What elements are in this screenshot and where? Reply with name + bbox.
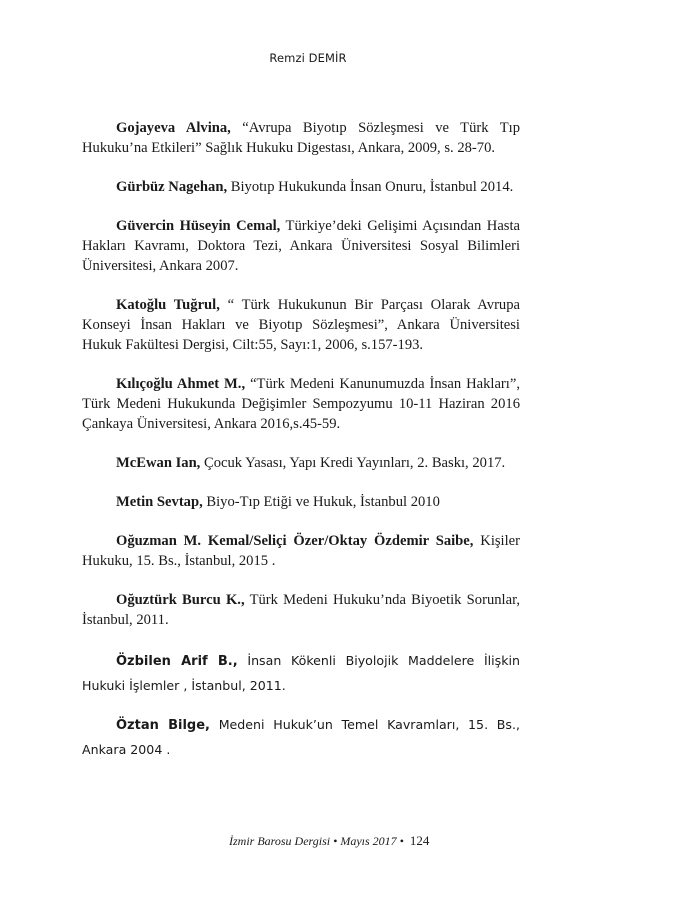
journal-name: İzmir Barosu Dergisi • Mayıs 2017 • [229, 834, 404, 848]
bibliography-entry [82, 118, 520, 158]
entry-text: Çocuk Yasası, Yapı Kredi Yayınları, 2. Baskı, 2017. [200, 455, 506, 471]
bibliography-entry [82, 374, 520, 434]
entry-author: Güvercin Hüseyin Cemal, [116, 218, 281, 234]
entry-author: Katoğlu Tuğrul, [116, 297, 220, 313]
entry-text: “ Türk Hukukunun Bir Parçası Olarak Avrupa Konseyi İnsan Hakları ve Biyotıp Sözleşmesi”, Ankara Üniversitesi Hukuk Fakültesi Dergisi, Cilt:55, Sayı:1, 2006, s.157-193. [82, 297, 520, 353]
bibliography-entry [82, 531, 520, 571]
entry-text: Kişiler Hukuku, 15. Bs., İstanbul, 2015 . [82, 533, 521, 569]
entry-text: İnsan Kökenli Biyolojik Maddelere İlişkin Hukuki İşlemler , İstanbul, 2011. [82, 653, 520, 693]
bibliography-list [82, 118, 520, 777]
bibliography-entry [82, 713, 520, 762]
entry-author: McEwan Ian, [116, 455, 201, 471]
page-footer [229, 833, 429, 849]
entry-text: “Türk Medeni Kanunumuzda İnsan Hakları”, Türk Medeni Hukukunda Değişimler Sempozyumu 10-11 Haziran 2016 Çankaya Üniversitesi, Ankara 2016,s.45-59. [82, 376, 520, 432]
running-head: Remzi DEMİR [269, 51, 347, 65]
entry-text: Türkiye’deki Gelişimi Açısından Hasta Hakları Kavramı, Doktora Tezi, Ankara Üniversitesi Sosyal Bilimleri Üniversitesi, Ankara 2007. [82, 218, 521, 274]
entry-author: Oğuztürk Burcu K., [116, 592, 245, 608]
entry-author: Metin Sevtap, [116, 494, 203, 510]
bibliography-entry [82, 590, 520, 630]
entry-text: Biyo-Tıp Etiği ve Hukuk, İstanbul 2010 [202, 494, 440, 510]
entry-author: Öztan Bilge, [116, 718, 210, 733]
bibliography-entry [82, 216, 520, 276]
bibliography-entry [82, 453, 520, 473]
entry-author: Gojayeva Alvina, [116, 120, 231, 136]
entry-text: Türk Medeni Hukuku’nda Biyoetik Sorunlar, İstanbul, 2011. [82, 592, 520, 628]
bibliography-entry [82, 177, 520, 197]
entry-text: “Avrupa Biyotıp Sözleşmesi ve Türk Tıp Hukuku’na Etkileri” Sağlık Hukuku Digestası, Ankara, 2009, s. 28-70. [82, 120, 520, 156]
entry-author: Kılıçoğlu Ahmet M., [116, 376, 246, 392]
entry-author: Oğuzman M. Kemal/Seliçi Özer/Oktay Özdemir Saibe, [116, 533, 474, 549]
entry-author: Gürbüz Nagehan, [116, 179, 228, 195]
entry-author: Özbilen Arif B., [116, 654, 238, 669]
bibliography-entry [82, 295, 520, 355]
page-number: 124 [409, 833, 430, 848]
bibliography-entry [82, 649, 520, 698]
bibliography-entry [82, 492, 520, 512]
entry-text: Medeni Hukuk’un Temel Kavramları, 15. Bs., Ankara 2004 . [82, 717, 520, 757]
entry-text: Biyotıp Hukukunda İnsan Onuru, İstanbul 2014. [227, 179, 514, 195]
